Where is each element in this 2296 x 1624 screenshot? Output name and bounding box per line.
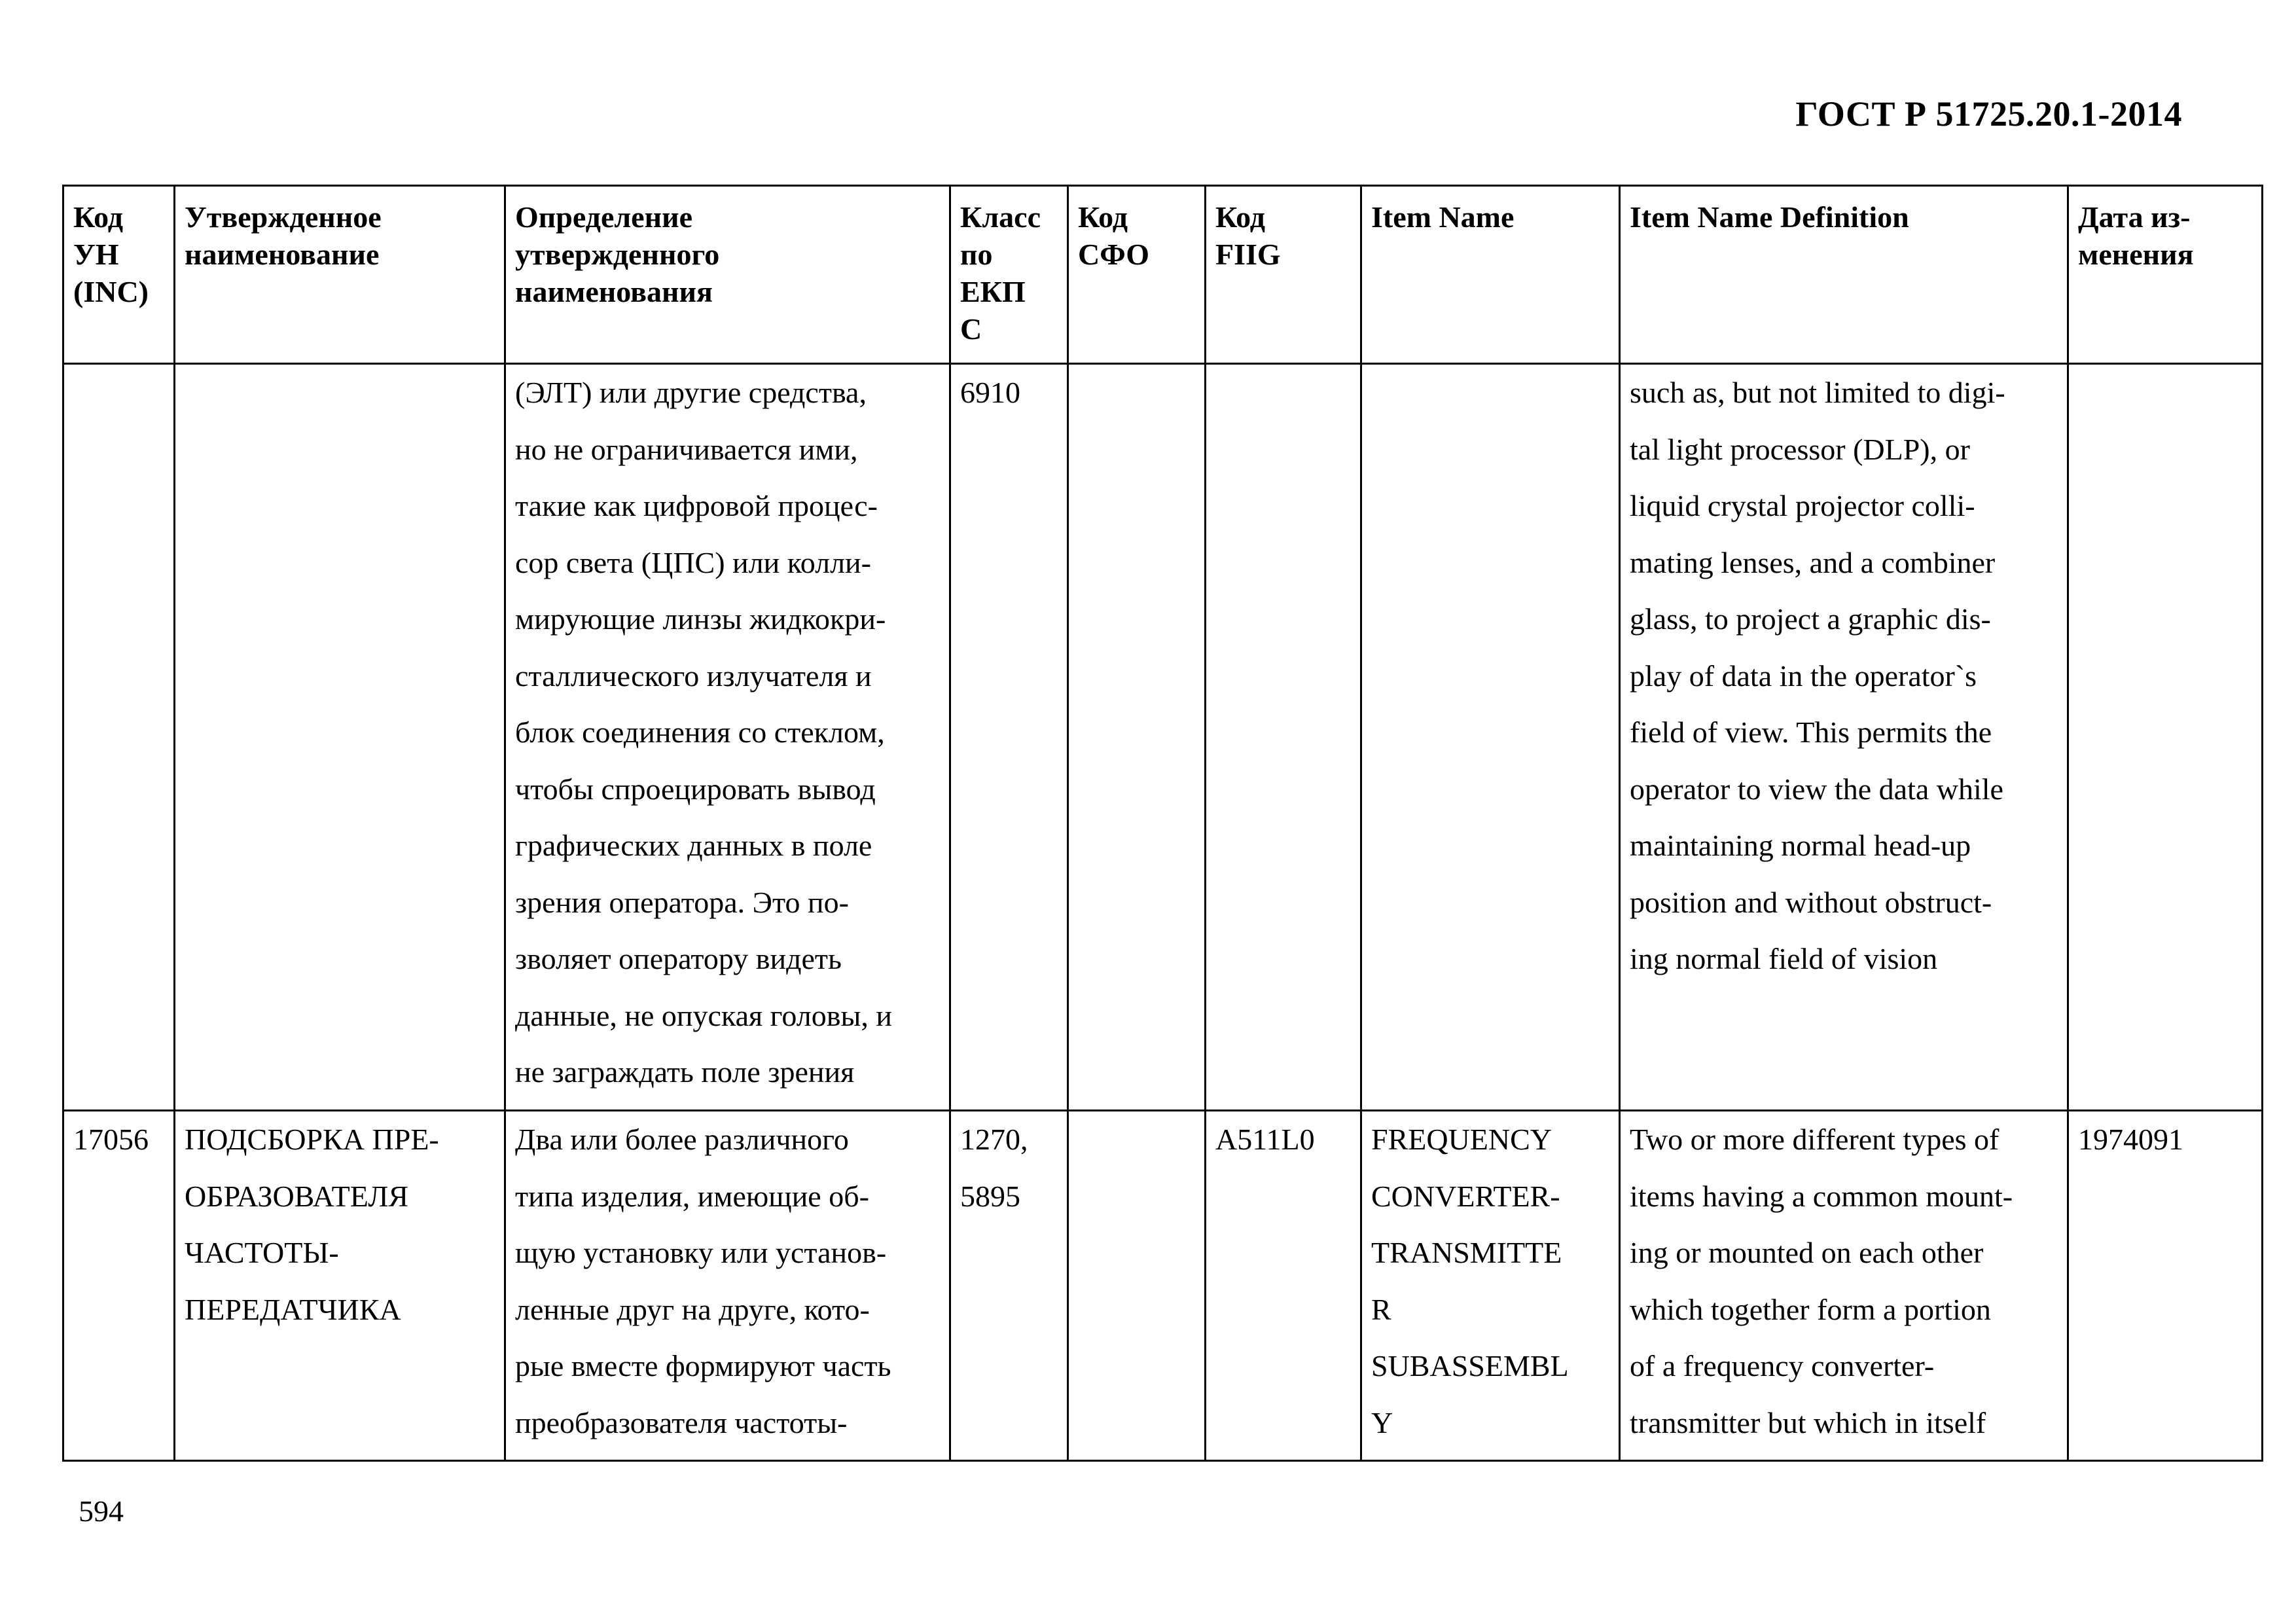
cell-fiig-code xyxy=(1206,364,1361,1111)
table-header-row xyxy=(63,186,2263,364)
cell-ekps-class: 1270, 5895 xyxy=(950,1111,1068,1461)
cell-definition: (ЭЛТ) или другие средства, но не ограничивается ими, такие как цифровой процес- сор света (ЦПС) или колли- мирующие линзы жидкокри- сталлического излучателя и блок соединения со стеклом, чтобы спроецировать вывод графических данных в поле зрения оператора. Это по- зволяет оператору видеть данные, не опуская головы, и не заграждать поле зрения xyxy=(505,364,950,1111)
header-item-name: Item Name xyxy=(1361,186,1620,364)
cell-approved-name xyxy=(175,364,505,1111)
cell-inc-code xyxy=(63,364,175,1111)
cell-change-date: 1974091 xyxy=(2068,1111,2263,1461)
header-approved-name: Утвержденное наименование xyxy=(175,186,505,364)
header-sfo-code: Код СФО xyxy=(1068,186,1206,364)
cell-item-name xyxy=(1361,364,1620,1111)
cell-item-name: FREQUENCY CONVERTER- TRANSMITTE R SUBASSEMBL Y xyxy=(1361,1111,1620,1461)
header-definition: Определение утвержденного наименования xyxy=(505,186,950,364)
header-inc-code: Код УН (INC) xyxy=(63,186,175,364)
cell-ekps-class: 6910 xyxy=(950,364,1068,1111)
document-code: ГОСТ Р 51725.20.1-2014 xyxy=(1795,94,2182,134)
cell-sfo-code xyxy=(1068,364,1206,1111)
cell-item-name-definition: such as, but not limited to digi- tal light processor (DLP), or liquid crystal projector colli- mating lenses, and a combiner glass, to project a graphic dis- play of data in the operator`s field of view. This permits the operator to view the data while maintaining normal head-up position and without obstruct- ing normal field of vision xyxy=(1620,364,2068,1111)
header-ekps-class: Класс по ЕКП С xyxy=(950,186,1068,364)
header-item-name-definition: Item Name Definition xyxy=(1620,186,2068,364)
cell-fiig-code: A511L0 xyxy=(1206,1111,1361,1461)
cell-inc-code: 17056 xyxy=(63,1111,175,1461)
page-number: 594 xyxy=(79,1494,124,1528)
nomenclature-table xyxy=(62,185,2263,1462)
cell-item-name-definition: Two or more different types of items having a common mount- ing or mounted on each other which together form a portion of a frequency converter- transmitter but which in itself xyxy=(1620,1111,2068,1461)
cell-sfo-code xyxy=(1068,1111,1206,1461)
cell-approved-name: ПОДСБОРКА ПРЕ- ОБРАЗОВАТЕЛЯ ЧАСТОТЫ- ПЕРЕДАТЧИКА xyxy=(175,1111,505,1461)
table-row xyxy=(63,1111,2263,1461)
cell-definition: Два или более различного типа изделия, имеющие об- щую установку или установ- ленные друг на друге, кото- рые вместе формируют часть преобразователя частоты- xyxy=(505,1111,950,1461)
header-change-date: Дата из- менения xyxy=(2068,186,2263,364)
table-row xyxy=(63,364,2263,1111)
header-fiig-code: Код FIIG xyxy=(1206,186,1361,364)
cell-change-date xyxy=(2068,364,2263,1111)
